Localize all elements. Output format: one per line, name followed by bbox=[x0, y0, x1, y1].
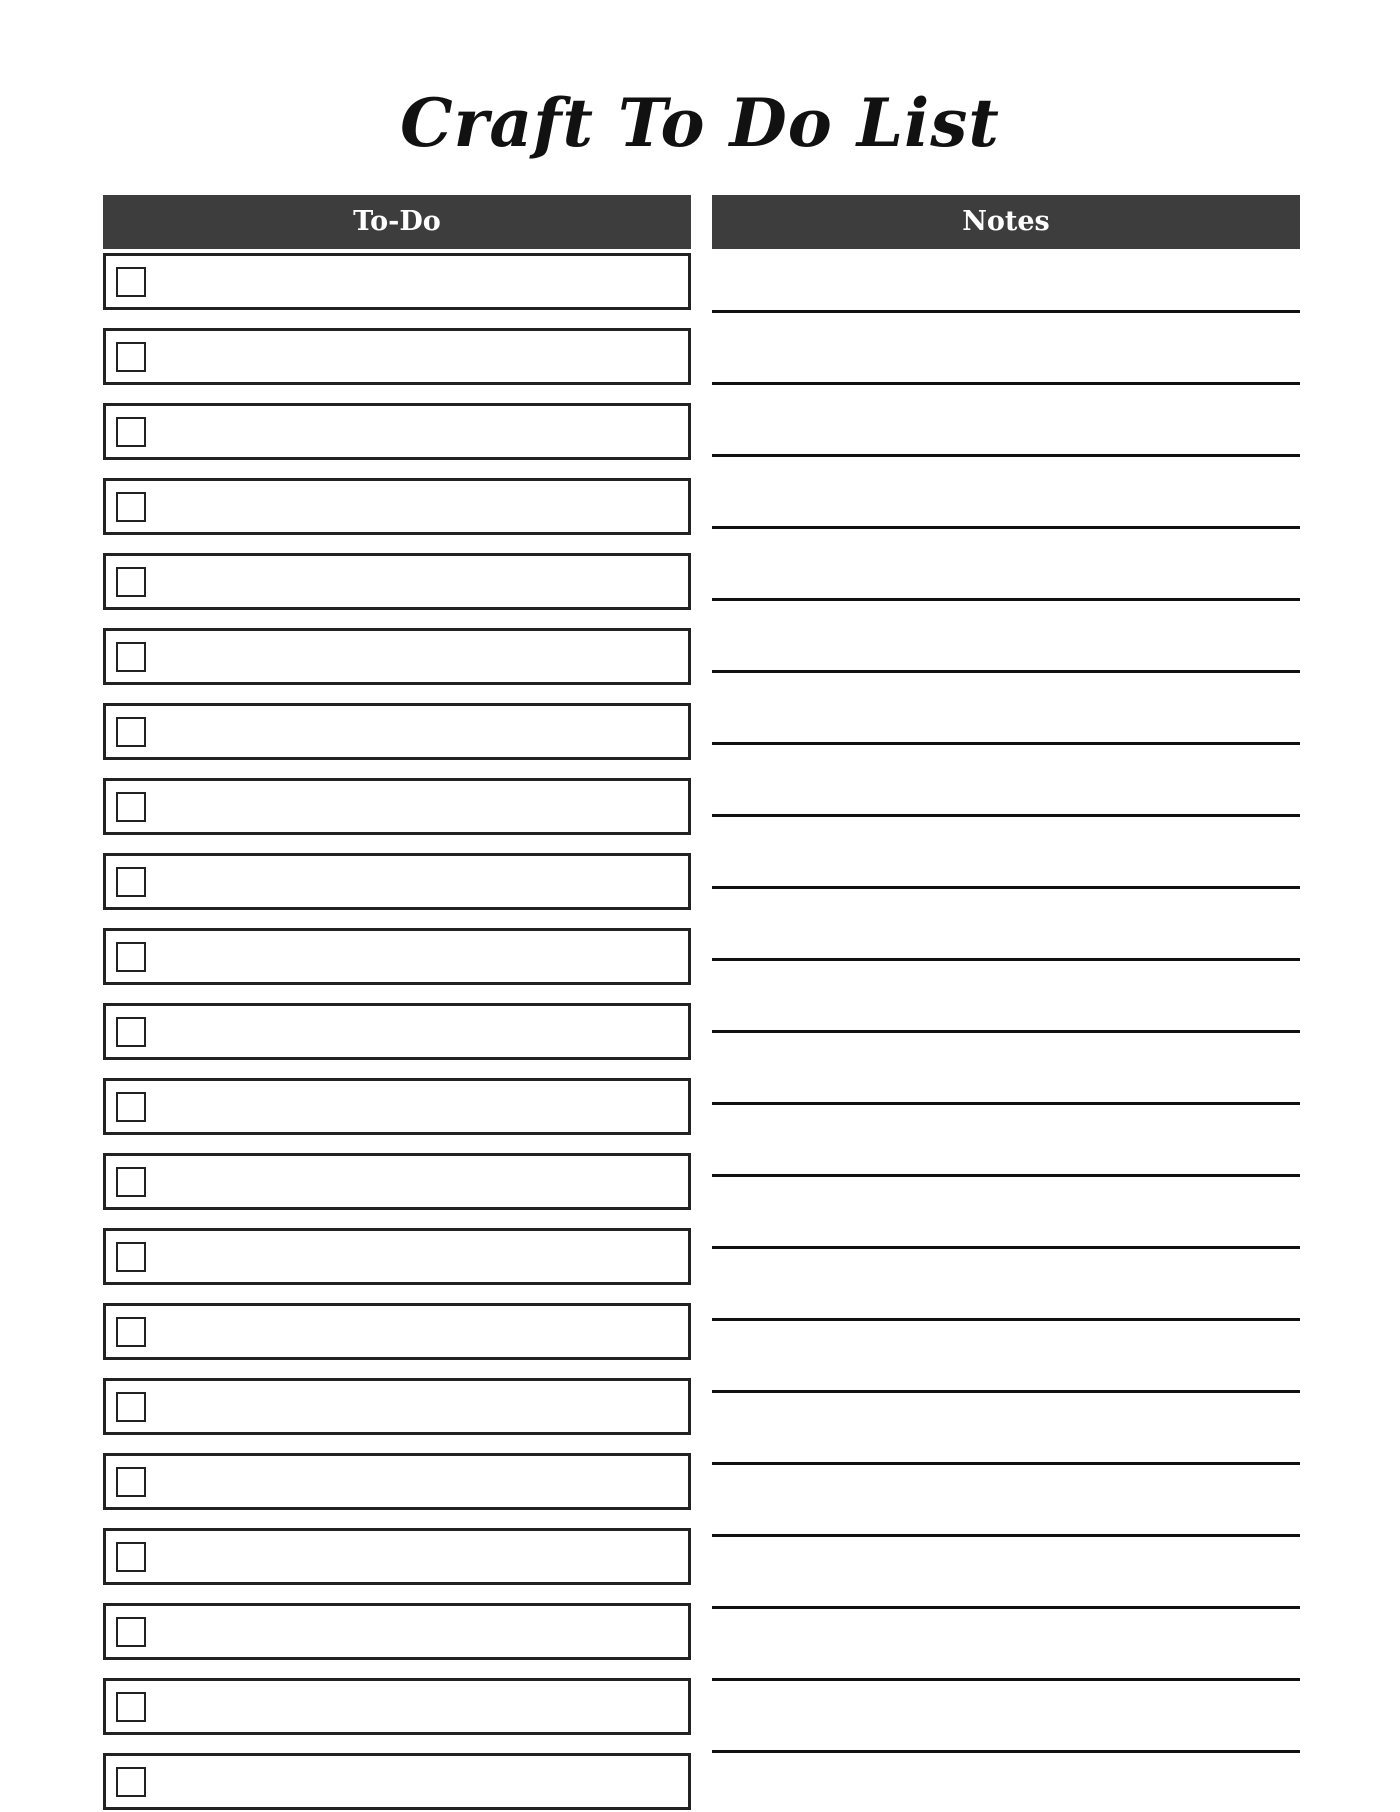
todo-row[interactable] bbox=[103, 403, 691, 460]
note-line[interactable] bbox=[712, 469, 1300, 529]
todo-row[interactable] bbox=[103, 1228, 691, 1285]
note-line[interactable] bbox=[712, 1693, 1300, 1753]
todo-row[interactable] bbox=[103, 853, 691, 910]
note-line[interactable] bbox=[712, 613, 1300, 673]
checkbox[interactable] bbox=[116, 642, 146, 672]
checkbox[interactable] bbox=[116, 867, 146, 897]
checkbox[interactable] bbox=[116, 1167, 146, 1197]
checkbox[interactable] bbox=[116, 1692, 146, 1722]
checkbox[interactable] bbox=[116, 342, 146, 372]
todo-row[interactable] bbox=[103, 1753, 691, 1810]
checkbox[interactable] bbox=[116, 567, 146, 597]
checkbox[interactable] bbox=[116, 1092, 146, 1122]
todo-row[interactable] bbox=[103, 253, 691, 310]
checkbox[interactable] bbox=[116, 1467, 146, 1497]
note-line[interactable] bbox=[712, 397, 1300, 457]
note-line[interactable] bbox=[712, 1333, 1300, 1393]
checkbox[interactable] bbox=[116, 1392, 146, 1422]
checkbox[interactable] bbox=[116, 717, 146, 747]
checkbox[interactable] bbox=[116, 492, 146, 522]
todo-header: To-Do bbox=[103, 195, 691, 249]
todo-row[interactable] bbox=[103, 1378, 691, 1435]
checkbox[interactable] bbox=[116, 942, 146, 972]
todo-column bbox=[103, 195, 691, 1810]
todo-row[interactable] bbox=[103, 1303, 691, 1360]
notes-header: Notes bbox=[712, 195, 1300, 249]
note-line[interactable] bbox=[712, 1045, 1300, 1105]
note-line[interactable] bbox=[712, 1621, 1300, 1681]
todo-row[interactable] bbox=[103, 1678, 691, 1735]
todo-row[interactable] bbox=[103, 703, 691, 760]
note-line[interactable] bbox=[712, 1261, 1300, 1321]
checkbox[interactable] bbox=[116, 1767, 146, 1797]
note-line[interactable] bbox=[712, 1189, 1300, 1249]
note-line[interactable] bbox=[712, 1405, 1300, 1465]
todo-row[interactable] bbox=[103, 478, 691, 535]
checkbox[interactable] bbox=[116, 1542, 146, 1572]
todo-row[interactable] bbox=[103, 628, 691, 685]
checkbox[interactable] bbox=[116, 1242, 146, 1272]
todo-row[interactable] bbox=[103, 1603, 691, 1660]
checkbox[interactable] bbox=[116, 1317, 146, 1347]
todo-row[interactable] bbox=[103, 778, 691, 835]
todo-row[interactable] bbox=[103, 1528, 691, 1585]
checkbox[interactable] bbox=[116, 792, 146, 822]
note-line[interactable] bbox=[712, 901, 1300, 961]
checkbox[interactable] bbox=[116, 1017, 146, 1047]
todo-row[interactable] bbox=[103, 553, 691, 610]
todo-row[interactable] bbox=[103, 1003, 691, 1060]
note-line[interactable] bbox=[712, 1477, 1300, 1537]
checkbox[interactable] bbox=[116, 417, 146, 447]
checkbox[interactable] bbox=[116, 267, 146, 297]
note-line[interactable] bbox=[712, 541, 1300, 601]
note-line[interactable] bbox=[712, 757, 1300, 817]
todo-row[interactable] bbox=[103, 1453, 691, 1510]
notes-list bbox=[712, 253, 1300, 1753]
notes-column bbox=[712, 195, 1300, 1753]
todo-row[interactable] bbox=[103, 1078, 691, 1135]
note-line[interactable] bbox=[712, 325, 1300, 385]
note-line[interactable] bbox=[712, 1117, 1300, 1177]
page-title: Craft To Do List bbox=[400, 84, 1000, 162]
checkbox[interactable] bbox=[116, 1617, 146, 1647]
todo-row[interactable] bbox=[103, 1153, 691, 1210]
todo-row[interactable] bbox=[103, 928, 691, 985]
note-line[interactable] bbox=[712, 829, 1300, 889]
todo-row[interactable] bbox=[103, 328, 691, 385]
note-line[interactable] bbox=[712, 253, 1300, 313]
note-line[interactable] bbox=[712, 1549, 1300, 1609]
note-line[interactable] bbox=[712, 973, 1300, 1033]
note-line[interactable] bbox=[712, 685, 1300, 745]
todo-list bbox=[103, 253, 691, 1810]
